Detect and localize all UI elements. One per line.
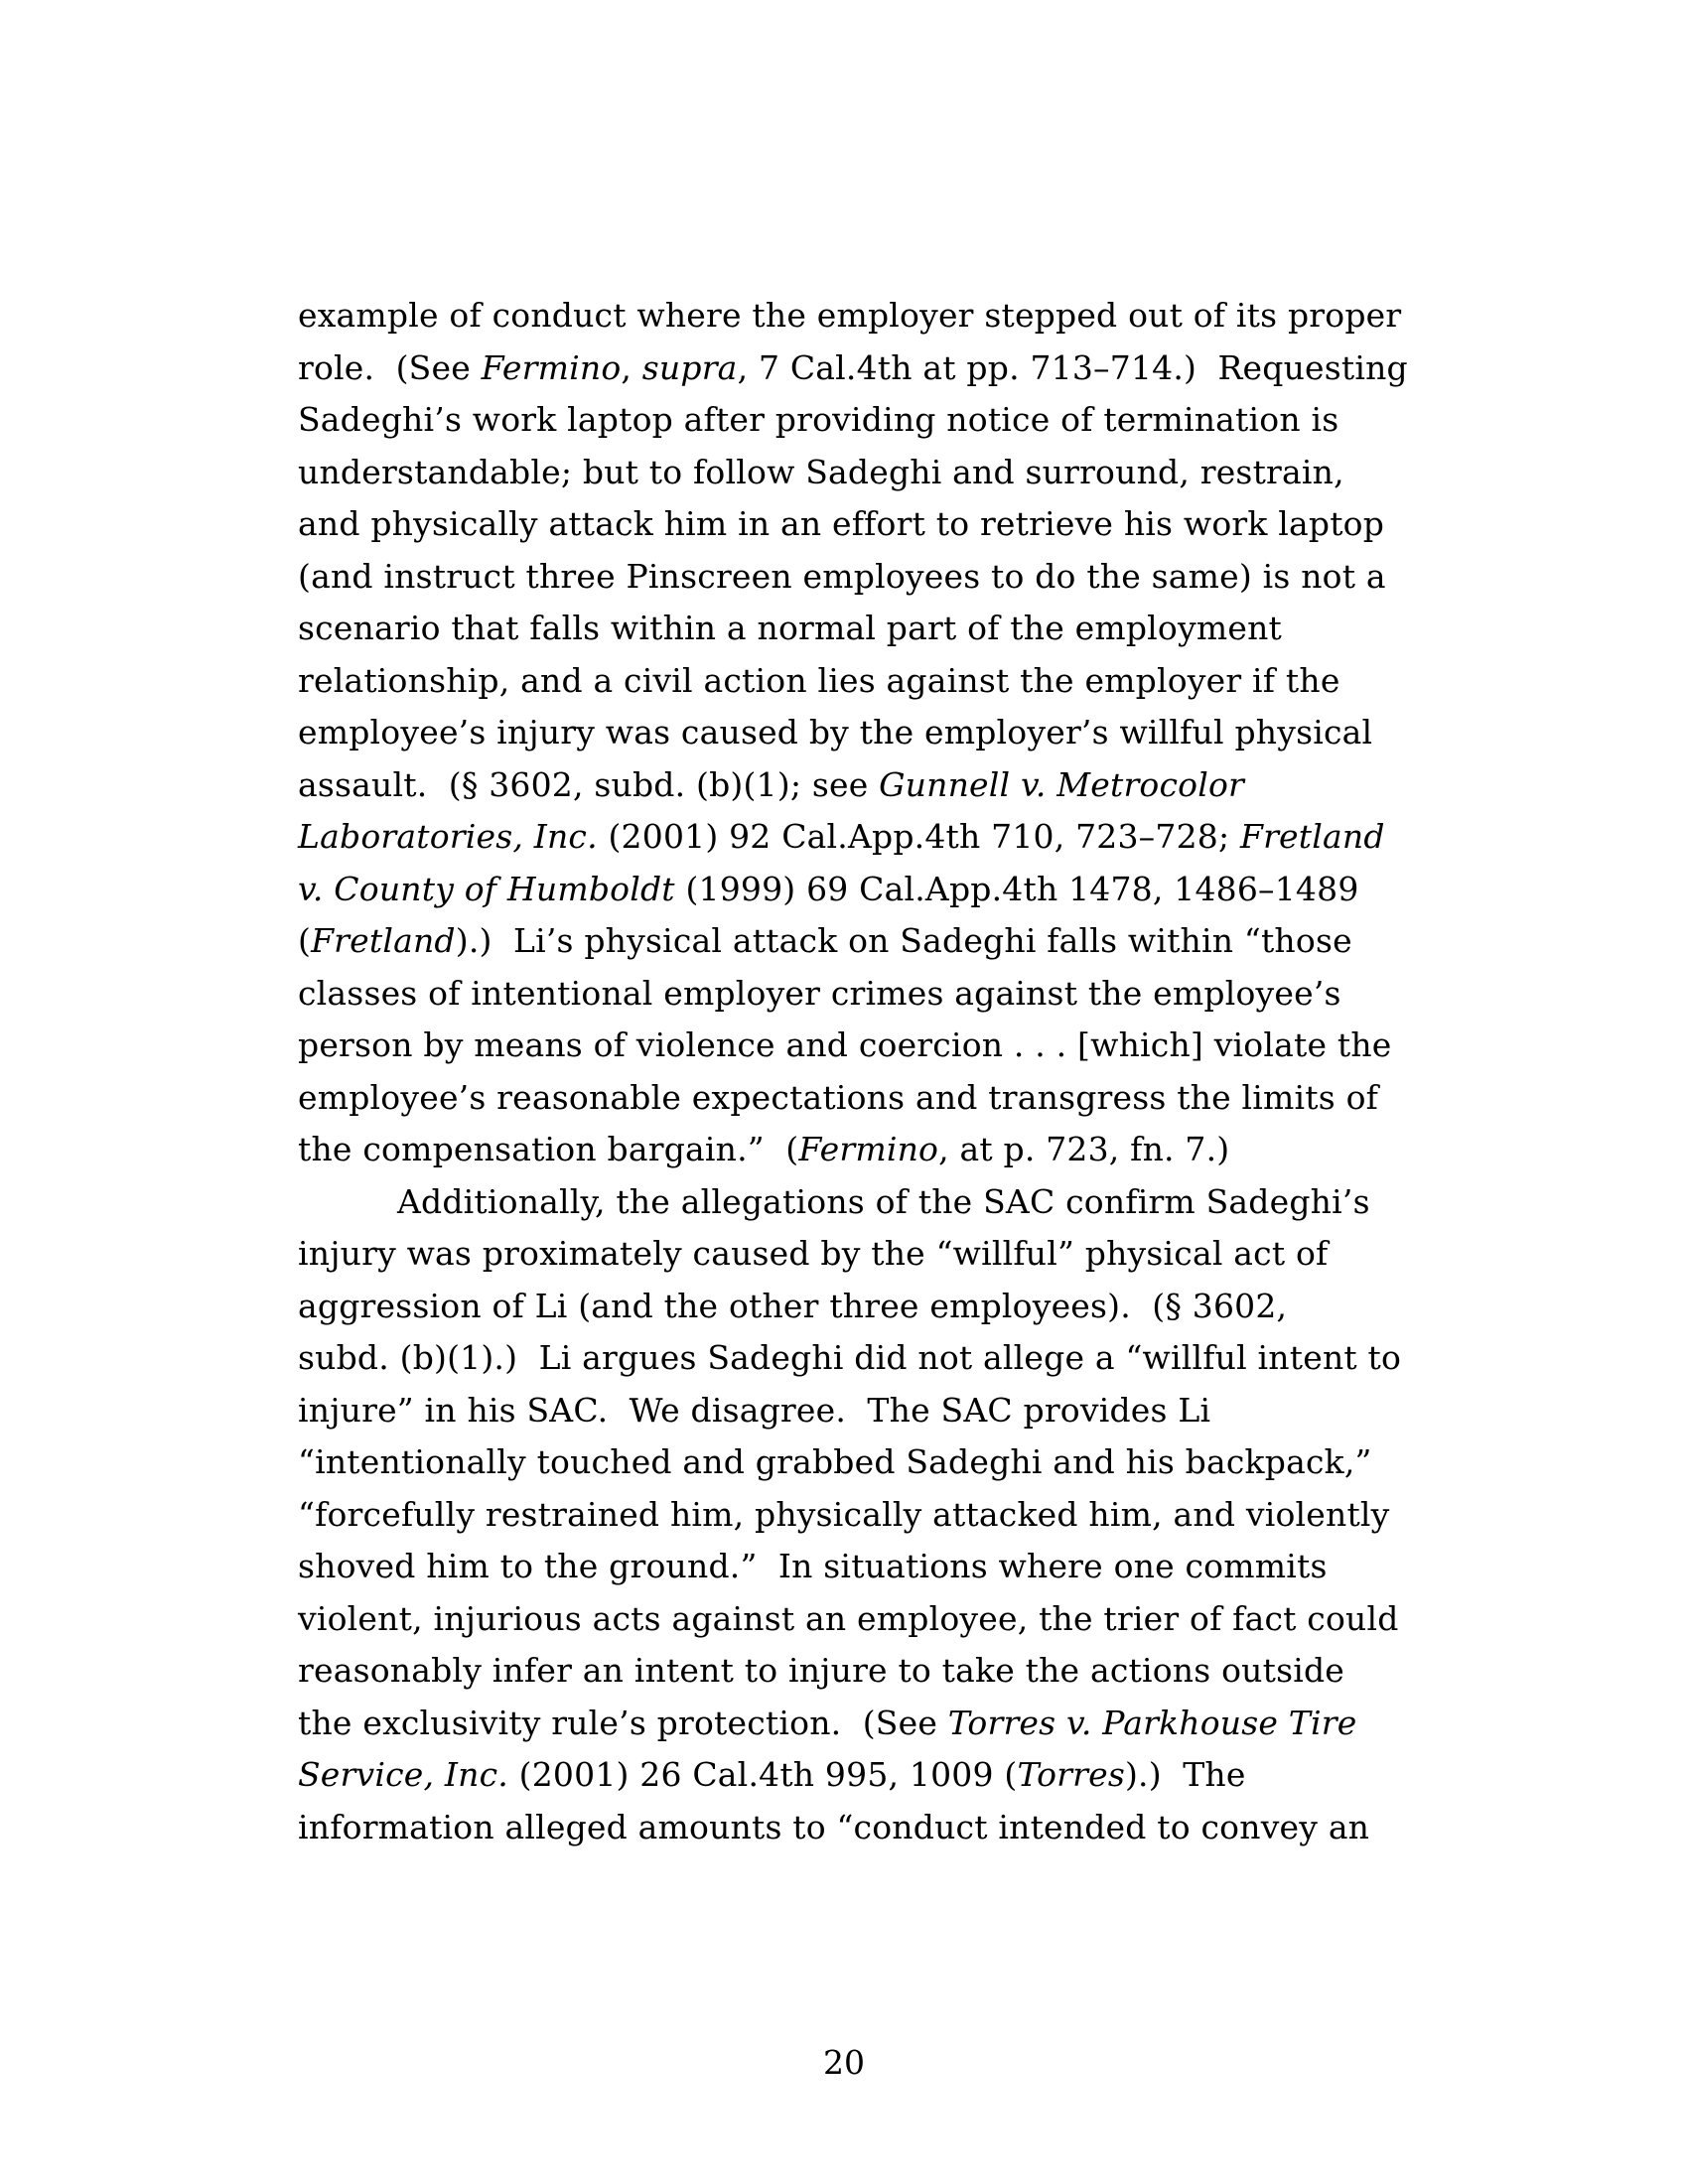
text-line: [298, 1541, 1410, 1593]
citation-italic-segment: Fermino: [798, 1130, 939, 1168]
text-segment: “intentionally touched and grabbed Sadeghi and his backpack,”: [298, 1442, 1372, 1481]
text-segment: , 7 Cal.4th at pp. 713–714.) Requesting: [737, 347, 1408, 387]
text-line: [298, 1489, 1410, 1542]
text-segment: and physically attack him in an effort to retrieve his work laptop: [298, 504, 1385, 543]
text-segment: (2001) 92 Cal.App.4th 710, 723–728;: [597, 817, 1240, 856]
text-line: [298, 394, 1410, 447]
page-number: 20: [823, 2043, 865, 2082]
text-segment: (: [298, 921, 312, 960]
text-segment: assault. (§ 3602, subd. (b)(1); see: [298, 764, 880, 804]
text-line: [298, 1281, 1410, 1333]
text-segment: understandable; but to follow Sadeghi and surround, restrain,: [298, 452, 1344, 491]
text-line: [298, 551, 1410, 604]
text-segment: ).) Li’s physical attack on Sadeghi falls within “those: [455, 921, 1352, 960]
text-segment: information alleged amounts to “conduct intended to convey an: [298, 1807, 1370, 1846]
text-line: [298, 1645, 1410, 1698]
text-line: [298, 759, 1410, 812]
text-segment: scenario that falls within a normal part of the employment: [298, 609, 1282, 647]
citation-italic-segment: Torres v. Parkhouse Tire: [947, 1703, 1357, 1742]
text-segment: (1999) 69 Cal.App.4th 1478, 1486–1489: [674, 869, 1359, 908]
text-segment: person by means of violence and coercion . . . [which] violate the: [298, 1025, 1392, 1064]
text-line: [298, 864, 1410, 916]
text-block: [298, 290, 1410, 1853]
citation-italic-segment: Service, Inc.: [298, 1755, 508, 1794]
text-line: [298, 1698, 1410, 1750]
text-segment: employee’s injury was caused by the employer’s willful physical: [298, 713, 1373, 751]
citation-italic-segment: Laboratories, Inc.: [298, 817, 598, 856]
text-line: [298, 1072, 1410, 1125]
text-line: [298, 707, 1410, 759]
text-line: [298, 1385, 1410, 1437]
text-segment: “forcefully restrained him, physically attacked him, and violently: [298, 1494, 1390, 1534]
text-segment: Sadeghi’s work laptop after providing notice of termination is: [298, 400, 1339, 439]
text-line: [298, 968, 1410, 1021]
text-line: [298, 1176, 1410, 1229]
text-segment: violent, injurious acts against an employee, the trier of fact could: [298, 1598, 1399, 1638]
text-line: [298, 1020, 1410, 1072]
text-segment: aggression of Li (and the other three employees). (§ 3602,: [298, 1286, 1288, 1325]
text-line: [298, 342, 1410, 395]
text-line: [298, 811, 1410, 864]
text-segment: (and instruct three Pinscreen employees to do the same) is not a: [298, 556, 1386, 596]
text-segment: Additionally, the allegations of the SAC confirm Sadeghi’s: [397, 1181, 1370, 1221]
text-segment: role. (See: [298, 347, 482, 387]
citation-italic-segment: v. County of Humboldt: [298, 869, 675, 908]
text-line: [298, 603, 1410, 655]
text-segment: , at p. 723, fn. 7.): [938, 1130, 1230, 1168]
text-line: [298, 1332, 1410, 1385]
text-line: [298, 447, 1410, 499]
text-segment: employee’s reasonable expectations and transgress the limits of: [298, 1077, 1379, 1117]
text-segment: reasonably infer an intent to injure to take the actions outside: [298, 1651, 1345, 1690]
text-segment: the exclusivity rule’s protection. (See: [298, 1703, 948, 1742]
text-segment: injure” in his SAC. We disagree. The SAC provides Li: [298, 1390, 1211, 1430]
text-segment: shoved him to the ground.” In situations where one commits: [298, 1547, 1328, 1585]
text-segment: the compensation bargain.” (: [298, 1130, 799, 1168]
text-segment: relationship, and a civil action lies against the employer if the: [298, 660, 1340, 700]
citation-italic-segment: Gunnell v. Metrocolor: [879, 764, 1245, 804]
citation-italic-segment: Fermino: [481, 347, 622, 387]
text-line: [298, 498, 1410, 551]
text-segment: example of conduct where the employer stepped out of its proper: [298, 296, 1402, 335]
text-line: [298, 1124, 1410, 1176]
text-segment: classes of intentional employer crimes against the employee’s: [298, 973, 1341, 1013]
text-segment: ,: [621, 347, 642, 387]
text-line: [298, 1436, 1410, 1489]
text-segment: (2001) 26 Cal.4th 995, 1009 (: [507, 1755, 1018, 1794]
citation-italic-segment: Torres: [1017, 1755, 1125, 1794]
text-line: [298, 1802, 1410, 1854]
citation-italic-segment: Fretland: [311, 921, 456, 960]
text-line: [298, 915, 1410, 968]
text-segment: injury was proximately caused by the “willful” physical act of: [298, 1234, 1329, 1273]
citation-italic-segment: Fretland: [1239, 817, 1385, 856]
text-line: [298, 1228, 1410, 1281]
citation-italic-segment: supra: [641, 347, 738, 387]
text-line: [298, 1593, 1410, 1646]
text-line: [298, 655, 1410, 708]
text-segment: ).) The: [1124, 1755, 1246, 1794]
text-line: [298, 290, 1410, 342]
text-line: [298, 1749, 1410, 1802]
text-segment: subd. (b)(1).) Li argues Sadeghi did not allege a “willful intent to: [298, 1338, 1402, 1377]
